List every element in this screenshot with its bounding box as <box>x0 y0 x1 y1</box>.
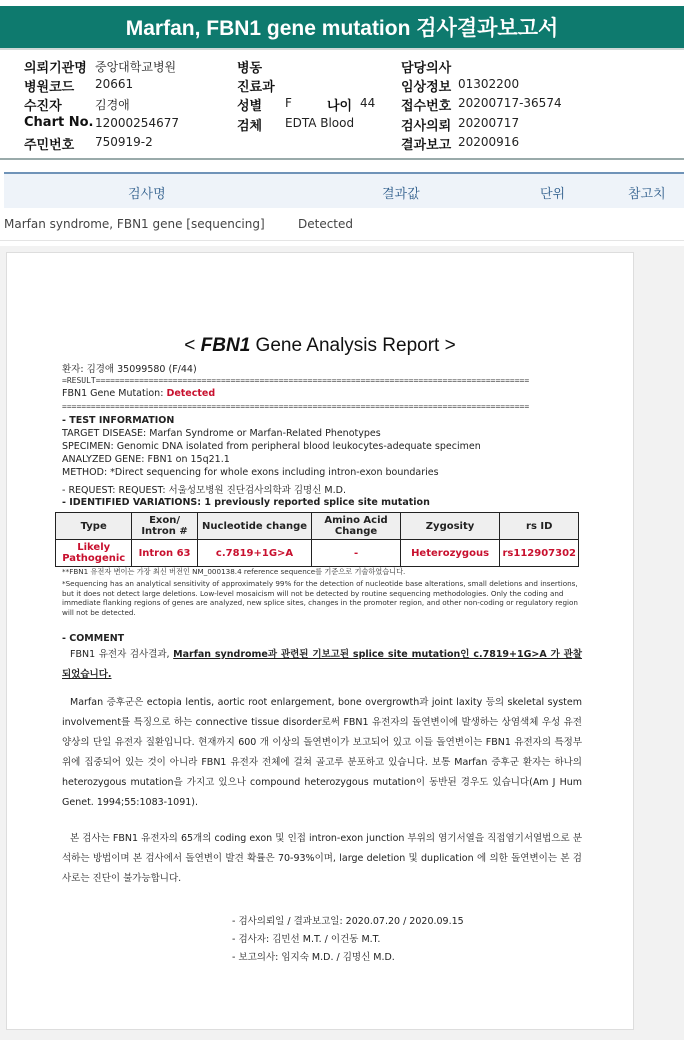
variant-nucleotide: c.7819+1G>A <box>197 540 312 567</box>
variations-heading: - IDENTIFIED VARIATIONS: 1 previously reported splice site mutation <box>62 497 430 508</box>
patient-name-value: 김경애 <box>95 98 130 112</box>
mutation-status: Detected <box>166 388 216 399</box>
variant-col-type: Type <box>56 513 132 540</box>
gene-report-title: < FBN1 Gene Analysis Report > <box>184 335 456 356</box>
age-value: 44 <box>360 96 376 110</box>
analyzed-gene: ANALYZED GENE: FBN1 on 15q21.1 <box>62 454 230 465</box>
accession-no-label: 접수번호 <box>401 99 452 114</box>
variant-col-exon: Exon/ Intron # <box>132 513 197 540</box>
result-table-header <box>4 172 684 208</box>
patient-line: 환자: 김경애 35099580 (F/44) <box>62 364 197 375</box>
department-label: 진료과 <box>237 80 275 95</box>
table-row[interactable] <box>0 210 684 241</box>
resident-no-label: 주민번호 <box>24 138 75 153</box>
table-row <box>56 540 579 567</box>
hospital-code-value: 20661 <box>95 77 134 91</box>
footer-physicians: - 보고의사: 임지숙 M.D. / 김명신 M.D. <box>232 952 395 963</box>
footnote-reference: **FBN1 유전자 변이는 가장 최신 버전인 NM_000138.4 reference sequence를 기준으로 기술하였습니다. <box>62 567 406 576</box>
target-disease: TARGET DISEASE: Marfan Syndrome or Marfan-Related Phenotypes <box>62 428 381 439</box>
report-title: Marfan, FBN1 gene mutation 검사결과보고서 <box>125 17 559 40</box>
divider: ================================================================================================= <box>62 402 530 411</box>
mutation-line: FBN1 Gene Mutation: Detected <box>62 388 216 399</box>
method-line: METHOD: *Direct sequencing for whole exons including intron-exon boundaries <box>62 467 439 478</box>
variant-col-amino-acid: Amino Acid Change <box>312 513 400 540</box>
variant-zygosity: Heterozygous <box>400 540 500 567</box>
chart-no-value: 12000254677 <box>95 116 179 130</box>
specimen-line: SPECIMEN: Genomic DNA isolated from peripheral blood leukocytes-adequate specimen <box>62 441 481 452</box>
specimen-label: 검체 <box>237 119 263 134</box>
sex-label: 성별 <box>237 99 263 114</box>
patient-name-label: 수진자 <box>24 99 62 114</box>
resident-no-value: 750919-2 <box>95 135 153 149</box>
attending-doctor-label: 담당의사 <box>401 61 452 76</box>
clinical-info-label: 임상정보 <box>401 80 452 95</box>
requesting-institution-value: 중앙대학교병원 <box>95 60 177 74</box>
variant-amino-acid: - <box>312 540 400 567</box>
footnote-sensitivity: *Sequencing has an analytical sensitivity of approximately 99% for the detection of nucleotide base alterations, small deletions and insertions, but it does not detect large deletions. Low-level mosaicism will not be detected by routine sequencing methodologies. Only the coding and immediate flanking regions of genes are analyzed, new splice sites, changes in the promoter region, and other non-coding or regulatory region will not be detected. <box>62 579 578 617</box>
sex-value: F <box>285 96 292 110</box>
comment-text: FBN1 유전자 검사결과, Marfan syndrome과 관련된 기보고된 splice site mutation인 c.7819+1G>A 가 관찰되었습니다. <box>62 649 583 680</box>
patient-info-panel <box>0 52 684 160</box>
report-title-bar <box>0 6 684 50</box>
request-date-label: 검사의뢰 <box>401 119 452 134</box>
variant-table <box>55 512 579 567</box>
request-date-value: 20200717 <box>458 116 520 130</box>
report-page <box>6 252 634 1030</box>
marfan-description: Marfan 증후군은 ectopia lentis, aortic root enlargement, bone overgrowth과 joint laxity 등의 skeletal system involvement를 특징으로 하는 connective tissue disorder로써 FBN1 유전자의 돌연변이에 발생하는 상염색체 우성 유전양상의 단일 유전자 질환입니다. 현재까지 600 개 이상의 돌연변이가 보고되어 있고 이들 돌연변이는 FBN1 유전자의 특정부위에 집중되어 있는 것이 아니라 FBN1 유전자 전체에 걸쳐 골고루 분포하고 있습니다. 보통 Marfan 증후군 환자는 하나의 heterozygous mutation을 가지고 있으나 compound heterozygous mutation이 동반된 경우도 있습니다(Am J Hum Genet. 1994;55:1083-1091). <box>62 697 582 808</box>
clinical-info-value: 01302200 <box>458 77 520 91</box>
method-description: 본 검사는 FBN1 유전자의 65개의 coding exon 및 인접 intron-exon junction 부위의 염기서열을 직접염기서열법으로 분석하는 방법이며 본 검사에서 돌연변이 발견 확률은 70-93%이며, large deletion 및 duplication 에 의한 돌연변이는 본 검사로는 진단이 불가능합니다. <box>62 833 582 884</box>
accession-no-value: 20200717-36574 <box>458 96 562 110</box>
footer-dates: - 검사의뢰일 / 결과보고일: 2020.07.20 / 2020.09.15 <box>232 916 464 927</box>
ward-label: 병동 <box>237 61 263 76</box>
variant-col-rsid: rs ID <box>500 513 579 540</box>
footer-technicians: - 검사자: 김민선 M.T. / 이건동 M.T. <box>232 934 381 945</box>
variant-col-nucleotide: Nucleotide change <box>197 513 312 540</box>
chart-no-label: Chart No. <box>24 115 94 130</box>
result-divider: =RESULT========================================================================================== <box>62 376 530 385</box>
report-date-label: 결과보고 <box>401 138 452 153</box>
report-date-value: 20200916 <box>458 135 520 149</box>
age-label: 나이 <box>327 99 353 114</box>
comment-finding: Marfan syndrome과 관련된 기보고된 splice site mutation인 c.7819+1G>A 가 관찰되었습니다. <box>62 649 583 680</box>
test-info-heading: - TEST INFORMATION <box>62 415 175 426</box>
report-viewer <box>0 246 684 1040</box>
col-result[interactable]: 결과값 <box>382 187 420 202</box>
hospital-code-label: 병원코드 <box>24 80 75 95</box>
col-reference[interactable]: 참고치 <box>628 187 666 202</box>
result-cell: Detected <box>298 217 354 231</box>
requesting-institution-label: 의뢰기관명 <box>24 61 87 76</box>
col-test-name[interactable]: 검사명 <box>128 187 166 202</box>
col-unit[interactable]: 단위 <box>540 187 566 202</box>
request-line: - REQUEST: REQUEST: 서울성모병원 진단검사의학과 김명신 M.D. <box>62 485 346 496</box>
test-name-cell: Marfan syndrome, FBN1 gene [sequencing] <box>4 217 265 231</box>
comment-heading: - COMMENT <box>62 633 125 644</box>
variant-rsid: rs112907302 <box>500 540 579 567</box>
variant-exon: Intron 63 <box>132 540 197 567</box>
specimen-value: EDTA Blood <box>285 116 355 130</box>
variant-type: Likely Pathogenic <box>56 540 132 567</box>
variant-col-zygosity: Zygosity <box>400 513 500 540</box>
